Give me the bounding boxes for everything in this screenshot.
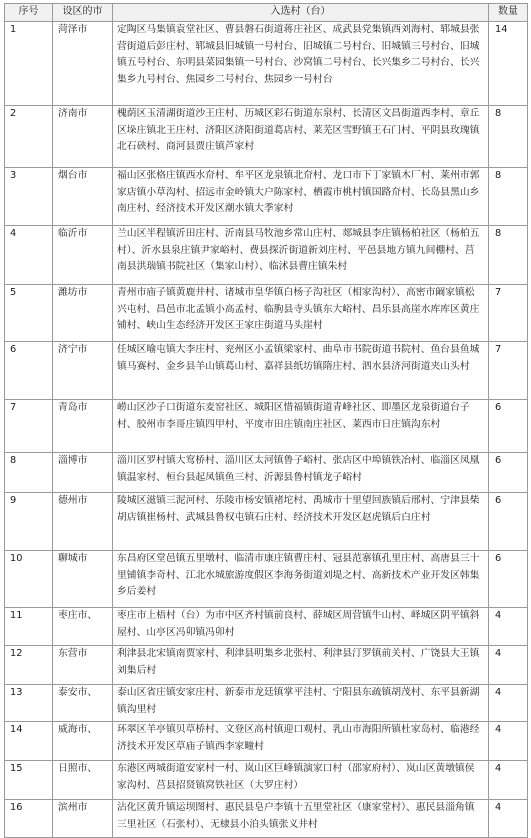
- row-village-list: 淄川区罗村镇大窎桥村、淄川区太河镇鲁子峪村、张店区中埠镇铁冶村、临淄区凤凰镇温家村、桓台县起凤镇鱼三村、沂源县鲁村镇龙子峪村: [113, 453, 489, 493]
- row-village-list: 东昌府区堂邑镇五里墩村、临清市康庄镇曹庄村、冠县范寨镇孔里庄村、高唐县三十里铺镇李奇村、江北水城旅游度假区李海务街道刘堤之村、高新技术产业开发区韩集乡后姜村: [113, 551, 489, 608]
- row-number: 13: [5, 685, 53, 722]
- row-number: 12: [5, 646, 53, 685]
- row-village-list: 青州市庙子镇黄鹿井村、诸城市皇华镇白杨子沟社区（相家沟村）、高密市阚家镇松兴屯村、昌邑市北孟镇小高孟村、临朐县寺头镇东大峪村、昌乐县高崖水库库区黄庄铺村、峡山生态经济开发区王家庄街道马头崖村: [113, 285, 489, 342]
- row-village-list: 东港区两城街道安家村一村、岚山区巨峰镇演家口村（邵家府村）、岚山区黄墩镇侯家沟村、莒县招贤镇窝铁社区（大罗庄村）: [113, 761, 489, 800]
- table-row: [5, 342, 528, 400]
- row-number: 2: [5, 106, 53, 168]
- row-number: 15: [5, 761, 53, 800]
- table-row: [5, 285, 528, 342]
- row-village-list: 定陶区马集镇袁堂社区、曹县磐石街道蒋庄社区、成武县党集镇西刘海村、郓城县张营街道后彭庄村、郓城县旧城镇一号村台、旧城镇二号村台、旧城镇三号村台、旧城镇五号村台、东明县菜园集镇一号村台、沙窝镇二号村台、长兴集乡二号村台、长兴集乡九号村台、焦园乡二号村台、焦园乡一号村台: [113, 22, 489, 106]
- table-row: [5, 168, 528, 226]
- table-row: [5, 22, 528, 106]
- row-number: 14: [5, 722, 53, 761]
- row-number: 3: [5, 168, 53, 226]
- row-city: 青岛市: [53, 400, 113, 453]
- row-count: 7: [489, 285, 528, 342]
- row-count: 8: [489, 106, 528, 168]
- row-count: 7: [489, 342, 528, 400]
- row-city: 泰安市、: [53, 685, 113, 722]
- row-city: 聊城市: [53, 551, 113, 608]
- row-village-list: 陵城区滋镇三泥河村、乐陵市杨安镇褚坨村、禹城市十里望回族镇后邢村、宁津县柴胡店镇崔杨村、武城县鲁权屯镇石庄村、经济技术开发区赵虎镇后白庄村: [113, 493, 489, 551]
- row-city: 淄博市: [53, 453, 113, 493]
- row-count: 6: [489, 453, 528, 493]
- table-row: [5, 493, 528, 551]
- header-no: 序号: [5, 4, 53, 22]
- row-village-list: 环翠区羊亭镇贝草桥村、文登区高村镇迎口观村、乳山市海阳所镇杜家岛村、临港经济技术开发区草庙子镇西李家疃村: [113, 722, 489, 761]
- row-count: 8: [489, 226, 528, 285]
- row-number: 1: [5, 22, 53, 106]
- row-number: 11: [5, 608, 53, 646]
- table-row: [5, 106, 528, 168]
- row-city: 日照市、: [53, 761, 113, 800]
- row-city: 潍坊市: [53, 285, 113, 342]
- row-city: 临沂市: [53, 226, 113, 285]
- row-count: 14: [489, 22, 528, 106]
- row-count: 6: [489, 493, 528, 551]
- row-number: 8: [5, 453, 53, 493]
- table-row: [5, 685, 528, 722]
- row-number: 7: [5, 400, 53, 453]
- table-row: [5, 608, 528, 646]
- row-village-list: 崂山区沙子口街道东麦窑社区、城阳区惜福镇街道青峰社区、即墨区龙泉街道台子村、胶州市李哥庄镇四甲村、平度市田庄镇南庄社区、莱西市日庄镇沟东村: [113, 400, 489, 453]
- header-village-list: 入选村（台）: [113, 4, 489, 22]
- row-number: 5: [5, 285, 53, 342]
- row-number: 16: [5, 800, 53, 838]
- row-city: 烟台市: [53, 168, 113, 226]
- row-count: 4: [489, 800, 528, 838]
- row-count: 6: [489, 551, 528, 608]
- row-village-list: 槐荫区玉清湖街道沙王庄村、历城区彩石街道东泉村、长清区文昌街道西李村、章丘区垛庄镇北王庄村、济阳区济阳街道葛店村、莱芜区雪野镇王石门村、平阴县玫瑰镇北石硖村、商河县贾庄镇芦家村: [113, 106, 489, 168]
- row-city: 德州市: [53, 493, 113, 551]
- row-village-list: 任城区喻屯镇大李庄村、兖州区小孟镇梁家村、曲阜市书院街道书院村、鱼台县鱼城镇马赛村、金乡县羊山镇葛山村、嘉祥县纸坊镇隋庄村、泗水县济河街道夹山头村: [113, 342, 489, 400]
- table-body: [5, 22, 528, 838]
- row-village-list: 泰山区省庄镇安家庄村、新泰市龙廷镇掌平洼村、宁阳县东疏镇胡茂村、东平县新湖镇沟里村: [113, 685, 489, 722]
- row-number: 4: [5, 226, 53, 285]
- table-row: [5, 453, 528, 493]
- table-row: [5, 800, 528, 838]
- table-row: [5, 646, 528, 685]
- row-city: 威海市、: [53, 722, 113, 761]
- row-count: 4: [489, 761, 528, 800]
- row-number: 9: [5, 493, 53, 551]
- row-city: 东营市: [53, 646, 113, 685]
- table-header-row: [5, 4, 528, 22]
- row-count: 6: [489, 400, 528, 453]
- row-count: 4: [489, 646, 528, 685]
- row-village-list: 兰山区半程镇沂田庄村、沂南县马牧池乡常山庄村、郯城县李庄镇杨柏社区（杨柏五村）、沂水县泉庄镇尹家峪村、费县探沂街道新刘庄村、平邑县地方镇九间棚村、莒南县洪瑞镇书院社区（集家山村）、临沭县曹庄镇朱村: [113, 226, 489, 285]
- row-count: 4: [489, 608, 528, 646]
- row-count: 4: [489, 722, 528, 761]
- row-village-list: 利津县北宋镇南贾家村、利津县明集乡北张村、利津县汀罗镇前关村、广饶县大王镇刘集后村: [113, 646, 489, 685]
- table-row: [5, 722, 528, 761]
- row-village-list: 枣庄市上梧村（台）为市中区齐村镇前良村、薛城区周营镇牛山村、峄城区阴平镇斜屋村、山亭区冯卯镇冯卯村: [113, 608, 489, 646]
- row-count: 8: [489, 168, 528, 226]
- table-row: [5, 761, 528, 800]
- table-row: [5, 400, 528, 453]
- row-number: 10: [5, 551, 53, 608]
- row-number: 6: [5, 342, 53, 400]
- header-city: 设区的市: [53, 4, 113, 22]
- row-city: 菏泽市: [53, 22, 113, 106]
- row-city: 滨州市: [53, 800, 113, 838]
- row-city: 济南市: [53, 106, 113, 168]
- table-row: [5, 551, 528, 608]
- row-village-list: 沾化区黄升镇运坝图村、惠民县皂户李镇十五里堂社区（康家堂村）、惠民县淄角镇三里社区（石张村）、无棣县小泊头镇张义井村: [113, 800, 489, 838]
- row-village-list: 福山区张格庄镇西水夼村、牟平区龙泉镇北夼村、龙口市下丁家镇木厂村、莱州市郭家店镇小草沟村、招远市金岭镇大户陈家村、栖霞市桃村镇国路夼村、长岛县黑山乡南庄村、经济技术开发区潮水镇大季家村: [113, 168, 489, 226]
- table-row: [5, 226, 528, 285]
- row-city: 济宁市: [53, 342, 113, 400]
- row-city: 枣庄市、: [53, 608, 113, 646]
- header-count: 数量: [489, 4, 528, 22]
- village-list-table: [4, 3, 528, 838]
- row-count: 4: [489, 685, 528, 722]
